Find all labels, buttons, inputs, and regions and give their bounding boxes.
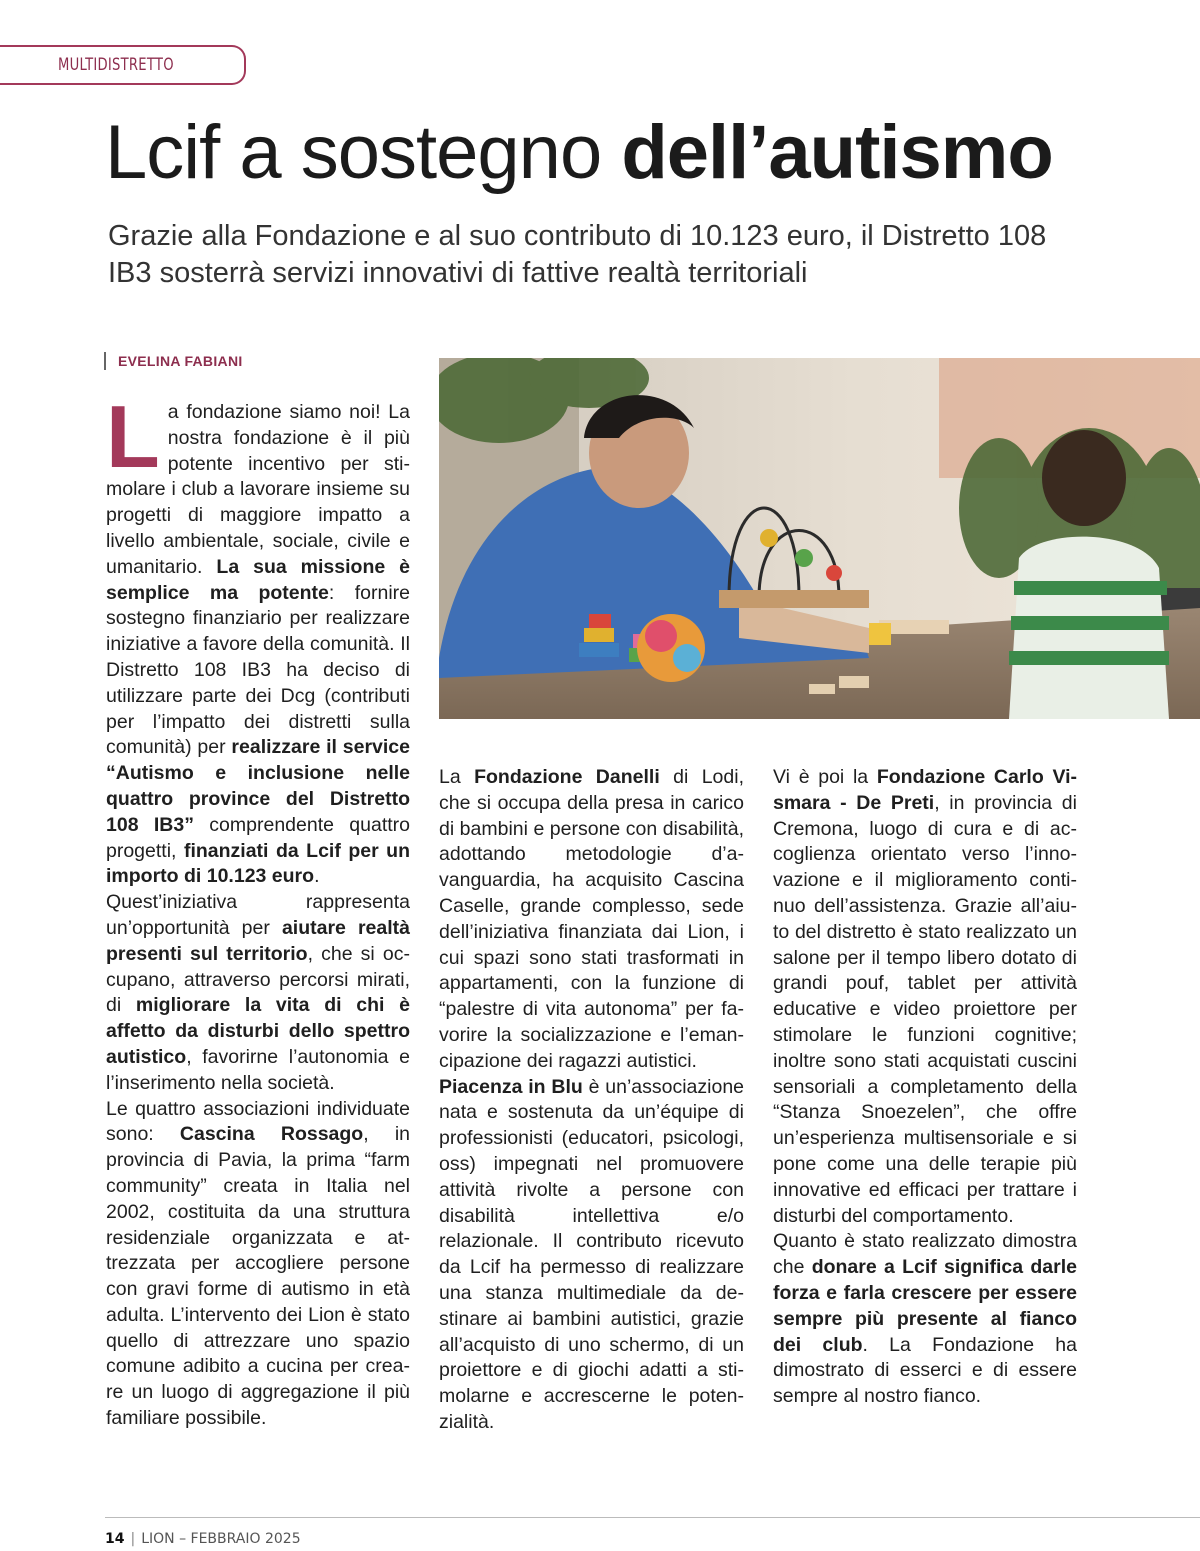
- footer-divider: [105, 1517, 1200, 1518]
- article-column-2: [439, 765, 744, 1436]
- headline-light: Lcif a sostegno: [105, 110, 602, 195]
- page-footer: [105, 1531, 301, 1547]
- page-number: 14: [105, 1531, 125, 1547]
- article-column-1: [106, 387, 410, 1432]
- paragraph: [773, 1229, 1077, 1410]
- footer-separator: |: [130, 1531, 136, 1547]
- article-column-3: [773, 765, 1077, 1410]
- bold-text: donare a Lcif significa darle forza e farla crescere per essere sempre più presente al fianco dei club: [773, 1256, 1077, 1356]
- article-photo: [439, 358, 1200, 719]
- text-run: è un’associazione nata e sostenuta da un’équipe di professionisti (educatori, psicologi, oss) impegnati nel promuovere attività rivolte a persone con disabilità intellettiva e/o relazionale. Il contributo ricevuto da Lcif ha permesso di realizzare una stanza multimediale da destinare ai bambini autistici, grazie all’acquisto di uno schermo, di un proiettore e di giochi adatti a stimolarne e accrescerne le potenzialità.: [439, 1075, 745, 1433]
- bold-text: aiutare realtà presenti sul territorio: [106, 916, 410, 965]
- paragraph: [106, 890, 410, 1096]
- text-run: Quanto è stato realizzato dimostra che: [773, 1230, 1077, 1279]
- drop-cap: L: [106, 387, 160, 486]
- text-run: , che si occupano, attraverso percorsi mirati, di: [106, 942, 410, 1017]
- bold-text: migliorare la vita di chi è affetto da disturbi dello spettro autistico: [106, 994, 410, 1068]
- bold-text: realizzare il service “Autismo e inclusione nelle quattro province del Distretto 108 IB3”: [106, 736, 410, 836]
- subtitle: Grazie alla Fondazione e al suo contributo di 10.123 euro, il Distretto 108 IB3 sosterrà servizi innovativi di fattive realtà territoriali: [108, 220, 1047, 289]
- paragraph: [773, 765, 1077, 1229]
- text-run: .: [314, 865, 320, 888]
- text-run: : fornire sostegno finanziario per realizzare iniziative a favore della comunità. Il Distretto 108 IB3 ha deciso di utilizzare parte dei Dcg (contributi per l’impatto dei distretti sulla comunità) per: [106, 581, 410, 759]
- paragraph: [106, 387, 410, 890]
- magazine-issue: LION – FEBBRAIO 2025: [141, 1531, 301, 1547]
- bold-text: Fondazione Carlo Vismara - De Preti: [773, 766, 1078, 814]
- paragraph: [439, 765, 744, 1075]
- text-run: Quest’iniziativa rappresenta un’opportunità per: [106, 891, 410, 939]
- bold-text: La sua missione è semplice ma potente: [106, 555, 410, 604]
- text-run: , in provincia di Cremona, luogo di cura e di accoglienza orientato verso l’innovazione e il miglioramento continuo dell’assistenza. Grazie all’aiuto del distretto è stato realizzato un salone per il tempo libero dotato di grandi pouf, tablet per attività educative e video proiettore per stimolare le funzioni cognitive; inoltre sono stati acquistati cuscini sensoriali a completamento della “Stanza Snoezelen”, che offre un’esperienza multisensoriale e si pone come una delle terapie più innovative ed efficaci per trattare i disturbi del comportamento.: [773, 791, 1077, 1227]
- text-run: di Lodi, che si occupa della presa in carico di bambini e persone con disabilità, adottando metodologie d’avanguardia, ha acquisito Cascina Caselle, grande complesso, sede dell’iniziativa finanziata dai Lion, i cui spazi sono stati trasformati in appartamenti, con la funzione di “palestre di vita autonoma” per favorire la socializzazione e l’emancipazione dei ragazzi autistici.: [439, 766, 744, 1072]
- headline: [105, 108, 1053, 198]
- section-label: MULTIDISTRETTO: [58, 55, 174, 75]
- text-run: a fondazione siamo noi! La nostra fondazione è il più potente incentivo per stimolare i club a lavorare insieme su progetti di maggiore impatto a livello ambientale, sociale, civile e umanitario.: [106, 401, 410, 578]
- text-run: . La Fondazione ha dimostrato di esserci e di essere sempre al nostro fianco.: [773, 1333, 1077, 1408]
- text-run: Vi è poi la: [773, 766, 877, 788]
- text-run: comprendente quattro progetti,: [106, 813, 410, 862]
- author-byline: EVELINA FABIANI: [104, 352, 243, 370]
- section-tab: [0, 45, 246, 85]
- bold-text: Piacenza in Blu: [439, 1075, 583, 1098]
- paragraph: [439, 1075, 744, 1436]
- text-run: La: [439, 766, 475, 788]
- bold-text: Cascina Rossago: [179, 1123, 364, 1146]
- text-run: , in provincia di Pavia, la prima “farm community” creata in Italia nel 2002, costituita da una struttura residenziale organizzata e attrezzata per accogliere persone con gravi forme di autismo in età adulta. L’intervento dei Lion è stato quello di attrezzare uno spazio comune adibito a cucina per creare un luogo di aggregazione il più familiare possibile.: [106, 1123, 410, 1430]
- paragraph: [106, 1097, 410, 1432]
- text-run: , favorirne l’autonomia e l’inserimento nella società.: [106, 1045, 410, 1094]
- bold-text: Fondazione Danelli: [474, 766, 660, 788]
- headline-bold: dell’autismo: [621, 110, 1053, 195]
- text-run: Le quattro associazioni individuate sono:: [106, 1097, 410, 1146]
- bold-text: finanziati da Lcif per un importo di 10.123 euro: [106, 839, 410, 888]
